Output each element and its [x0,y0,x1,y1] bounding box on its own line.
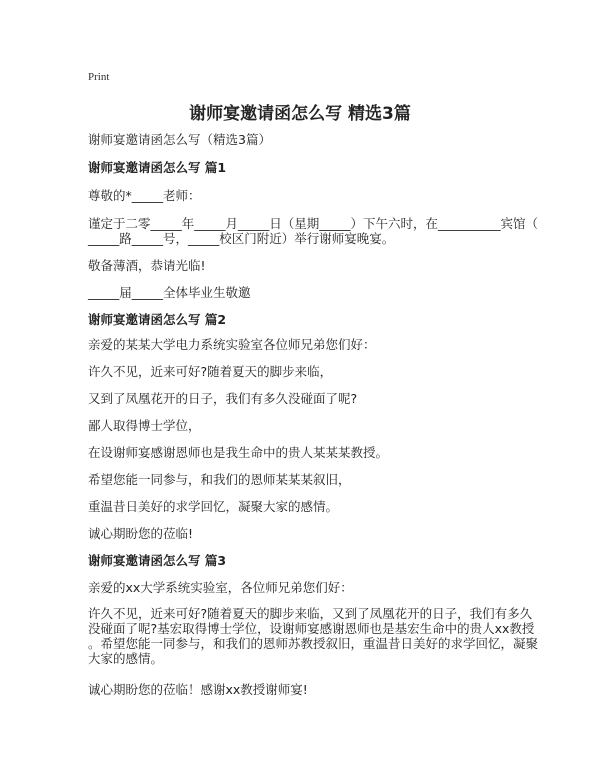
section2-para: 亲爱的某某大学电力系统实验室各位师兄弟您们好： [88,337,376,352]
section3-body [88,606,538,666]
section3-closing: 诚心期盼您的莅临！感谢xx教授谢师宴! [88,682,308,697]
section3-heading: 谢师宴邀请函怎么写 篇3 [88,553,227,568]
section1-body [88,216,538,246]
section2-para: 许久不见，近来可好?随着夏天的脚步来临， [88,364,333,379]
section2-para: 鄙人取得博士学位， [88,418,201,433]
section2-para: 重温昔日美好的求学回忆，凝聚大家的感情。 [88,499,339,514]
text-line: 谨定于二零_____年_____月_____日（星期_____）下午六时，在__________宾馆（ [88,216,539,231]
section2-para: 在设谢师宴感谢恩师也是我生命中的贵人某某某教授。 [88,445,389,460]
section1-heading: 谢师宴邀请函怎么写 篇1 [88,160,227,175]
subtitle: 谢师宴邀请函怎么写（精选3篇） [88,132,271,147]
text-line: 没碰面了呢?基宏取得博士学位，设谢师宴感谢恩师也是基宏生命中的贵人xx教授 [88,621,535,636]
page-title: 谢师宴邀请函怎么写 精选3篇 [189,104,411,124]
text-line: 大家的感情。 [88,651,164,666]
section2-heading: 谢师宴邀请函怎么写 篇2 [88,312,227,327]
text-line: _____路_____号，_____校区门附近）举行谢师宴晚宴。 [88,231,395,246]
print-link[interactable]: Print [88,71,110,83]
text-line: 。希望您能一同参与，和我们的恩师苏教授叙旧，重温昔日美好的求学回忆，凝聚 [88,636,539,651]
section3-greeting: 亲爱的xx大学系统实验室，各位师兄弟您们好： [88,580,353,595]
section1-para: 敬备薄酒，恭请光临! [88,258,206,273]
section2-para: 诚心期盼您的莅临! [88,526,194,541]
section1-signature: _____届_____全体毕业生敬邀 [88,285,251,300]
section1-greeting: 尊敬的*_____老师： [88,188,201,203]
section2-para: 希望您能一同参与，和我们的恩师某某某叙旧， [88,472,351,487]
text-line: 许久不见，近来可好?随着夏天的脚步来临，又到了凤凰花开的日子，我们有多久 [88,606,533,621]
section2-para: 又到了凤凰花开的日子，我们有多久没碰面了呢? [88,391,358,406]
